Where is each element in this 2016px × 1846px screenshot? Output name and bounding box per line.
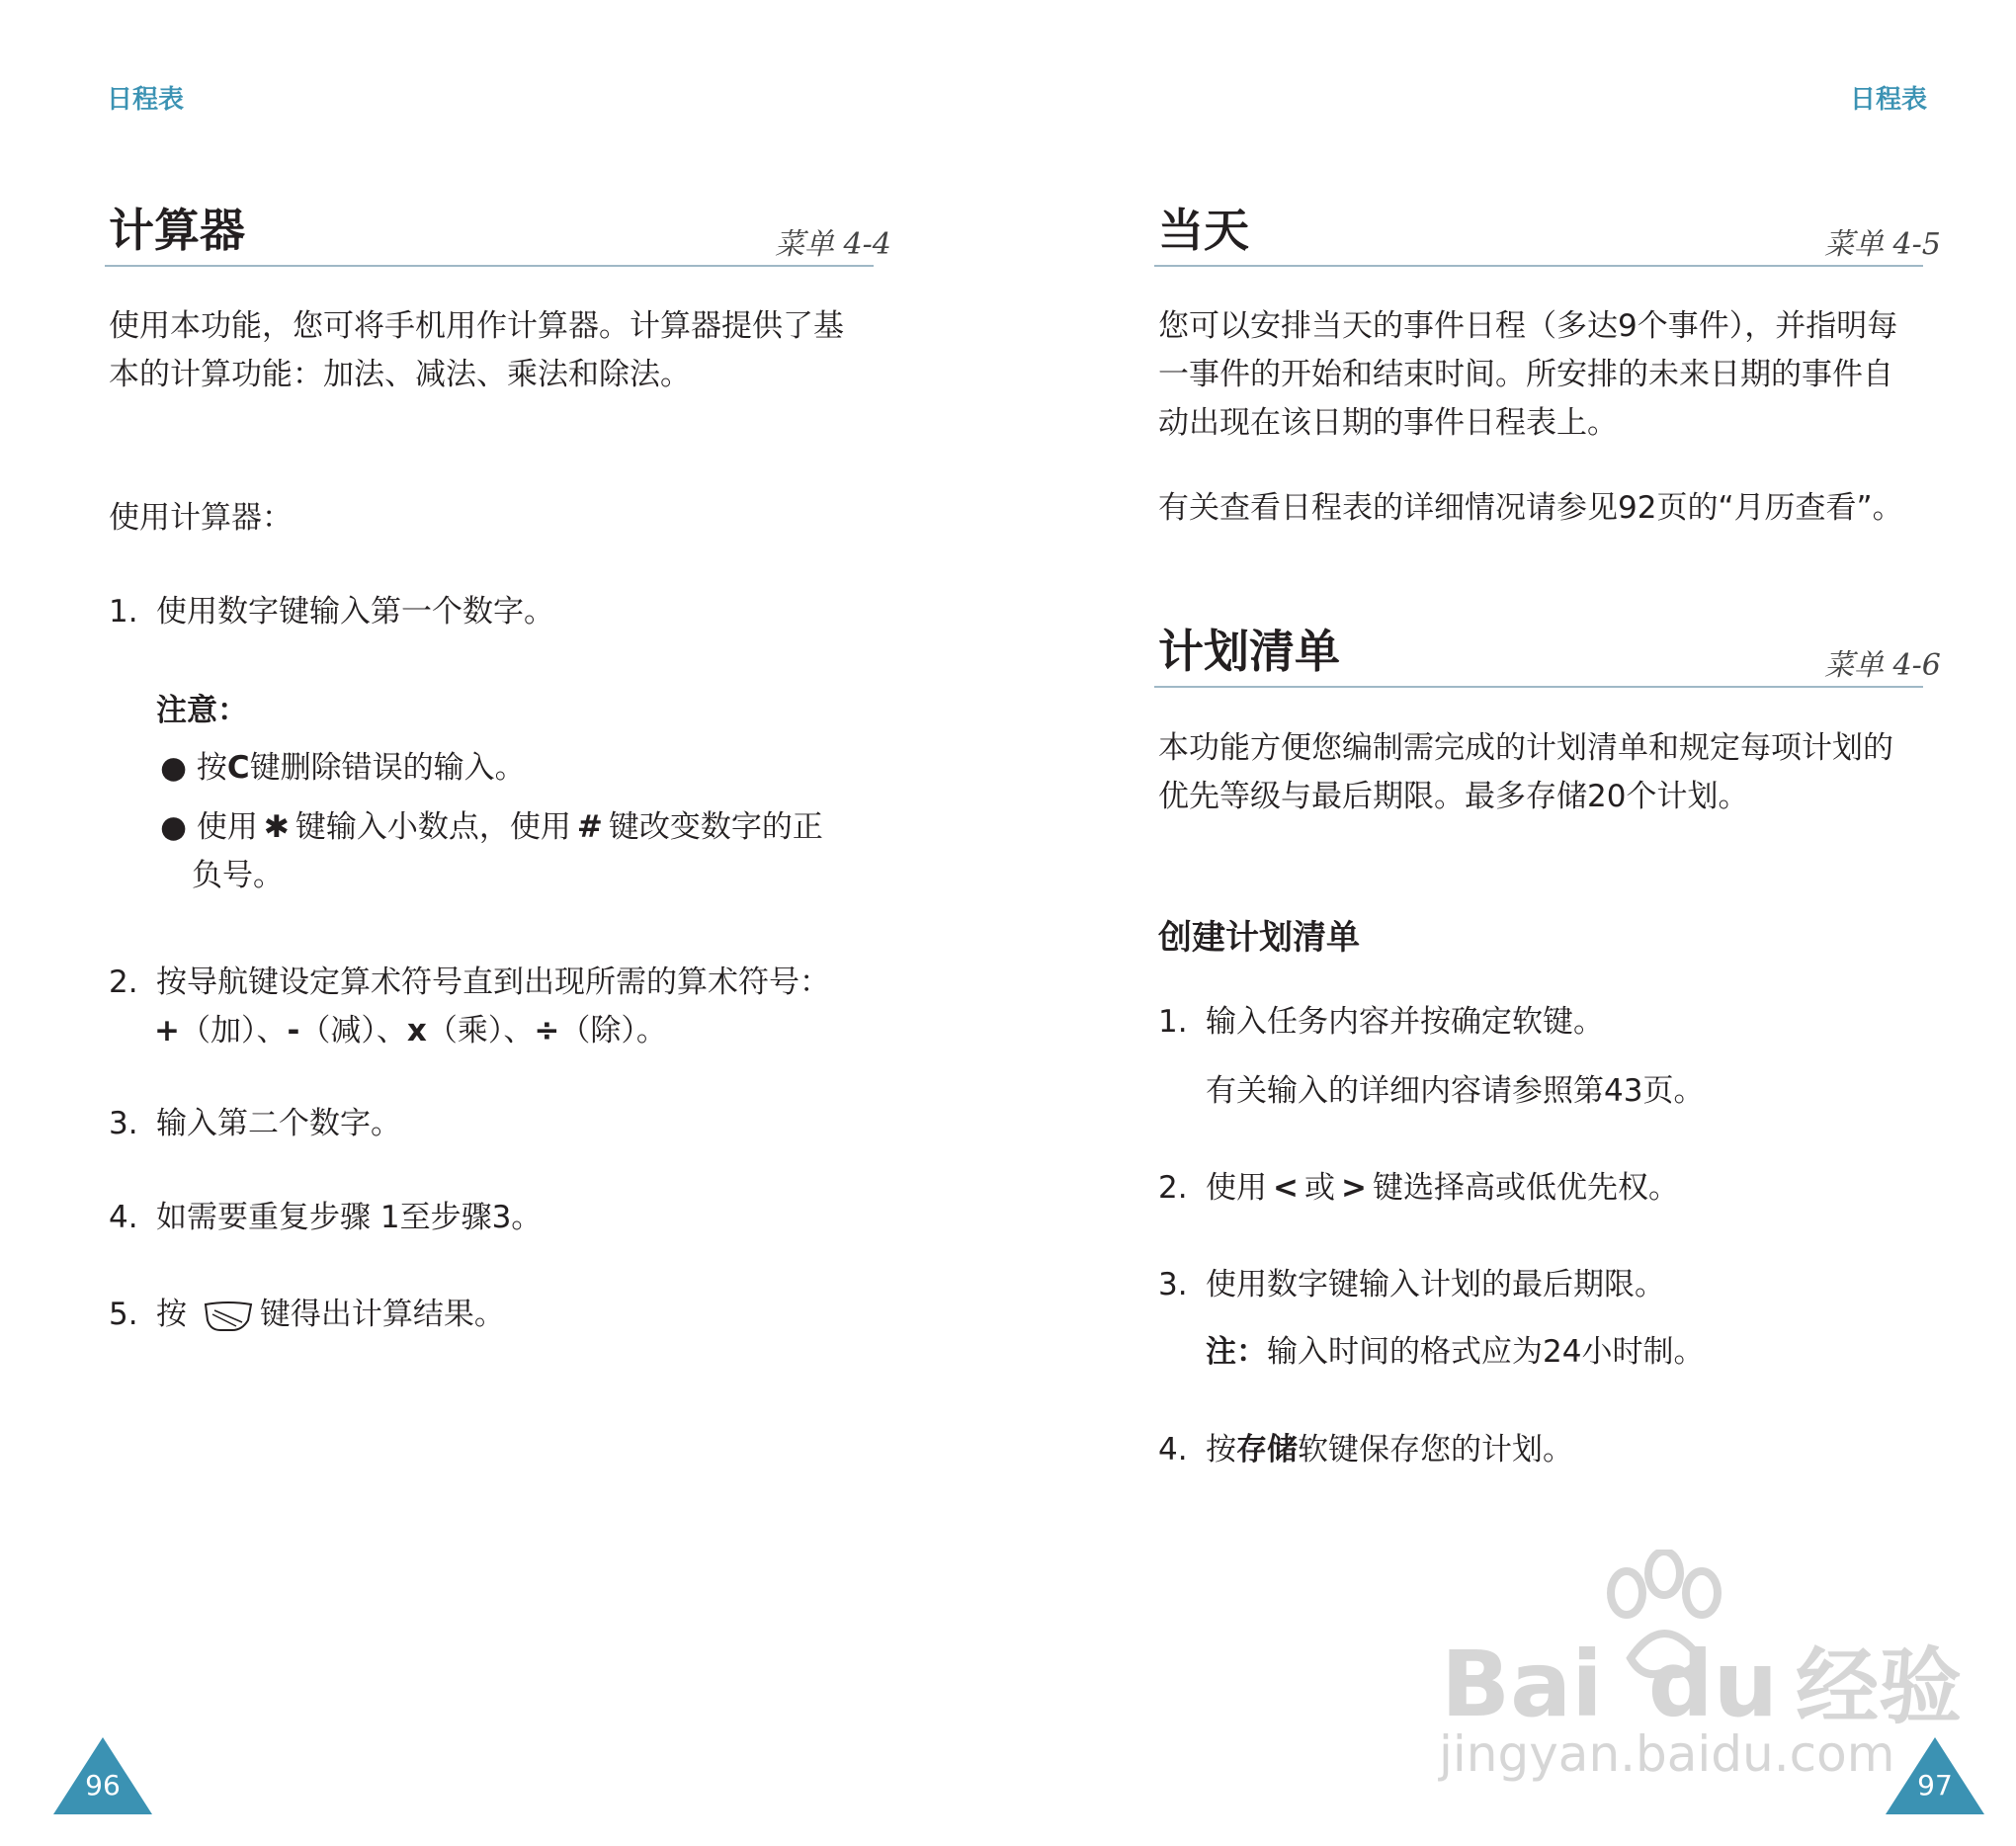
step-text: 键选择高或低优先权。	[1372, 1170, 1679, 1206]
step-text: 或	[1303, 1170, 1335, 1206]
note-item-2-continued: 负号。	[192, 858, 284, 893]
note-text: 按	[196, 750, 227, 786]
menu-reference: 菜单 4-6	[1824, 648, 1941, 683]
step-text: 输入任务内容并按确定软键。	[1206, 1004, 1604, 1040]
c-key-label: C	[226, 750, 250, 786]
step-1	[109, 588, 554, 636]
step-number: 4.	[1158, 1432, 1188, 1468]
todo-line-2: 优先等级与最后期限。最多存储20个计划。	[1158, 779, 1749, 814]
watermark-url: jingyan.baidu.com	[1439, 1725, 1895, 1783]
step-number: 5.	[109, 1297, 138, 1332]
step-text: 输入第二个数字。	[156, 1106, 401, 1141]
step-text: 使用数字键输入计划的最后期限。	[1206, 1267, 1665, 1302]
hash-key-icon: #	[576, 809, 603, 845]
operator-name: （乘）、	[426, 1013, 535, 1049]
section-divider	[1154, 265, 1923, 267]
note-label: 注意：	[156, 693, 248, 728]
todo-step-1-sub: 有关输入的详细内容请参照第43页。	[1206, 1073, 1705, 1109]
watermark-brand-part: du	[1647, 1632, 1779, 1737]
todo-step-1	[1158, 998, 1604, 1047]
divide-symbol: ÷	[534, 1013, 560, 1049]
note-text: 键改变数字的正	[608, 809, 823, 845]
note-text: 键删除错误的输入。	[249, 750, 526, 786]
menu-reference: 菜单 4-4	[775, 227, 891, 262]
todo-line-1: 本功能方便您编制需完成的计划清单和规定每项计划的	[1158, 730, 1893, 766]
bullet-icon: ●	[160, 809, 188, 845]
step-text: 如需要重复步骤 1至步骤3。	[156, 1200, 543, 1235]
section-divider	[1154, 686, 1923, 688]
step-text: 按	[1206, 1432, 1236, 1468]
operator-name: （除）。	[559, 1013, 667, 1049]
step-number: 1.	[109, 594, 138, 629]
todo-step-3	[1158, 1261, 1665, 1309]
watermark-brand-part: Bai	[1441, 1632, 1603, 1737]
step-number: 2.	[109, 965, 138, 1000]
create-heading: 创建计划清单	[1158, 918, 1360, 958]
step-text: 使用数字键输入第一个数字。	[156, 594, 554, 629]
left-key-icon: <	[1273, 1170, 1299, 1206]
save-softkey-label: 存储	[1236, 1432, 1298, 1468]
times-symbol: x	[406, 1013, 427, 1049]
note-item-1	[160, 744, 526, 793]
intro-line-1: 使用本功能，您可将手机用作计算器。计算器提供了基	[109, 308, 844, 344]
step-text: 使用	[1206, 1170, 1267, 1206]
operator-name: （加）、	[179, 1013, 288, 1049]
page-number: 96	[85, 1769, 121, 1802]
today-line-3: 动出现在该日期的事件日程表上。	[1158, 405, 1618, 441]
note-label: 注：	[1206, 1334, 1267, 1370]
section-title-today: 当天	[1158, 204, 1249, 257]
step-number: 1.	[1158, 1004, 1188, 1040]
running-header: 日程表	[107, 85, 185, 115]
plus-symbol: +	[154, 1013, 180, 1049]
step-number: 3.	[1158, 1267, 1188, 1302]
today-reference: 有关查看日程表的详细情况请参见92页的“月历查看”。	[1158, 490, 1903, 526]
step-3	[109, 1100, 401, 1148]
step-number: 2.	[1158, 1170, 1188, 1206]
step-text: 软键保存您的计划。	[1298, 1432, 1573, 1468]
step-number: 4.	[109, 1200, 138, 1235]
step-4	[109, 1194, 542, 1242]
right-page	[1008, 0, 2016, 1846]
watermark-cn: 经验	[1796, 1638, 1963, 1735]
menu-reference: 菜单 4-5	[1824, 227, 1941, 262]
step-text: 按	[156, 1297, 187, 1332]
star-key-icon: ✱	[263, 809, 290, 845]
todo-step-4	[1158, 1426, 1573, 1474]
step-text: 键得出计算结果。	[259, 1297, 505, 1332]
intro-line-2: 本的计算功能：加法、减法、乘法和除法。	[109, 357, 691, 392]
section-title-calculator: 计算器	[109, 204, 245, 257]
softkey-icon	[203, 1299, 254, 1334]
watermark-brand	[1441, 1621, 1962, 1740]
bullet-icon: ●	[160, 750, 188, 786]
section-title-todo: 计划清单	[1158, 625, 1340, 678]
operator-name: （减）、	[299, 1013, 407, 1049]
step-text: 按导航键设定算术符号直到出现所需的算术符号：	[156, 965, 830, 1000]
operator-list	[154, 1007, 667, 1055]
step-number: 3.	[109, 1106, 138, 1141]
step-2	[109, 959, 830, 1007]
page-number: 97	[1917, 1769, 1953, 1802]
todo-step-2	[1158, 1164, 1679, 1213]
todo-step-3-note	[1206, 1328, 1704, 1377]
today-line-1: 您可以安排当天的事件日程（多达9个事件），并指明每	[1158, 308, 1898, 344]
minus-symbol: -	[287, 1013, 300, 1049]
note-text: 键输入小数点，使用	[294, 809, 571, 845]
note-text: 使用	[196, 809, 258, 845]
section-divider	[105, 265, 874, 267]
right-key-icon: >	[1340, 1170, 1367, 1206]
today-line-2: 一事件的开始和结束时间。所安排的未来日期的事件自	[1158, 357, 1893, 392]
running-header: 日程表	[1850, 85, 1928, 115]
note-item-2	[160, 803, 823, 852]
step-5	[109, 1291, 505, 1339]
note-text: 输入时间的格式应为24小时制。	[1267, 1334, 1705, 1370]
usage-heading: 使用计算器：	[109, 500, 293, 536]
